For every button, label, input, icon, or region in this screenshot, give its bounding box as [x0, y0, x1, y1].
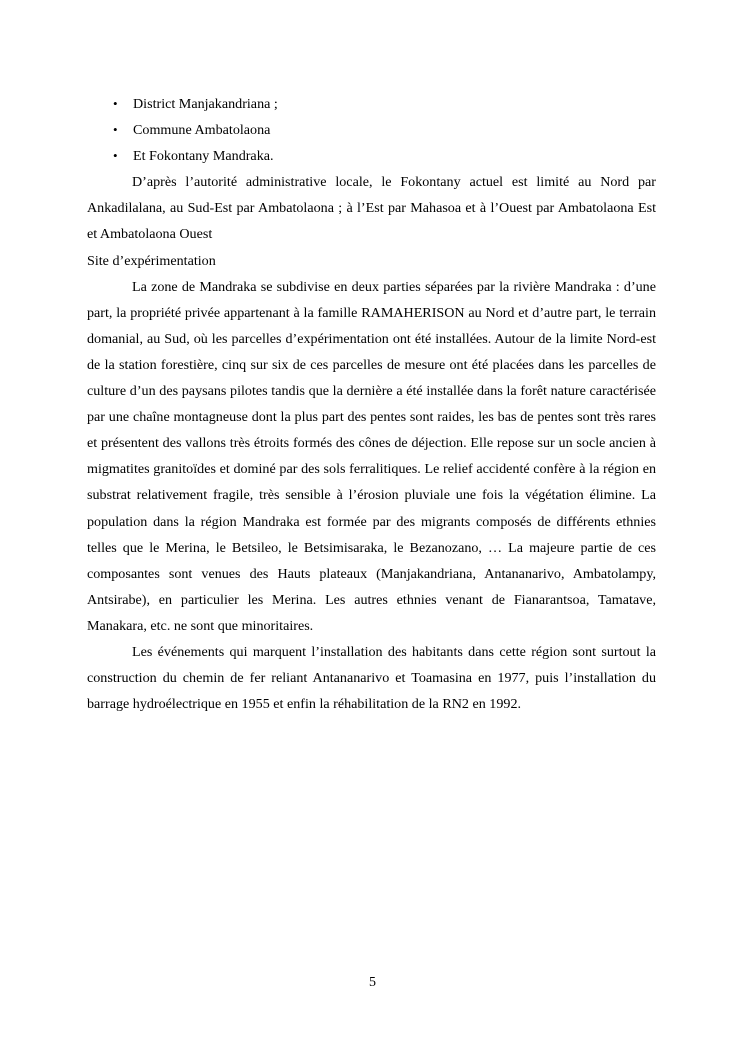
location-list [87, 91, 656, 169]
page-number: 5 [369, 975, 376, 990]
list-item-text: Commune Ambatolaona [133, 122, 271, 139]
list-item [87, 91, 656, 117]
bullet-icon: • [113, 148, 118, 164]
list-item-text: District Manjakandriana ; [133, 96, 278, 112]
section-heading: Site d’expérimentation [87, 252, 216, 269]
paragraph-limits: D’après l’autorité administrative locale, le Fokontany actuel est limité au Nord par Ankadilalana, au Sud-Est par Ambatolaona ; à l’Est par Mahasoa et à l’Ouest par Ambatolaona Est et Ambatolaona Ouest [87, 174, 656, 243]
paragraph-events: Les événements qui marquent l’installation des habitants dans cette région sont surtout la construction du chemin de fer reliant Antananarivo et Toamasina en 1977, puis l’installation du barrage hydroélectrique en 1955 et enfin la réhabilitation de la RN2 en 1992. [87, 643, 656, 713]
list-item-text: Et Fokontany Mandraka. [133, 148, 274, 165]
paragraph-zone: La zone de Mandraka se subdivise en deux parties séparées par la rivière Mandraka : d’une part, la propriété privée appartenant à la famille RAMAHERISON au Nord et d’autre part, le terrain domanial, au Sud, où les parcelles d’expérimentation ont été installées. Autour de la limite Nord-est de la station forestière, cinq sur six de ces parcelles de mesure ont été placées dans les parcelles de culture d’un des paysans pilotes tandis que la dernière a été installée dans la forêt nature caractérisée par une chaîne montagneuse dont la plus part des pentes sont raides, les bas de pentes sont très rares et présentent des vallons très étroits formés des cônes de déjection. Elle repose sur un socle ancien à migmatites granitoïdes et dominé par des sols ferralitiques. Le relief accidenté confère à la région en substrat relativement fragile, très sensible à l’érosion pluviale une fois la végétation élimine. La population dans la région Mandraka est formée par des migrants composés de différents ethnies telles que le Merina, le Betsileo, le Betsimisaraka, le Bezanozano, … La majeure partie de ces composantes sont venues des Hauts plateaux (Manjakandriana, Antananarivo, Ambatolampy, Antsirabe), en particulier les Merina. Les autres ethnies venant de Fianarantsoa, Tamatave, Manakara, etc. ne sont que minoritaires. [87, 278, 656, 634]
list-item [87, 117, 656, 143]
list-item [87, 143, 656, 169]
page-body [87, 91, 656, 717]
bullet-icon: • [113, 122, 118, 138]
bullet-icon: • [113, 96, 118, 111]
